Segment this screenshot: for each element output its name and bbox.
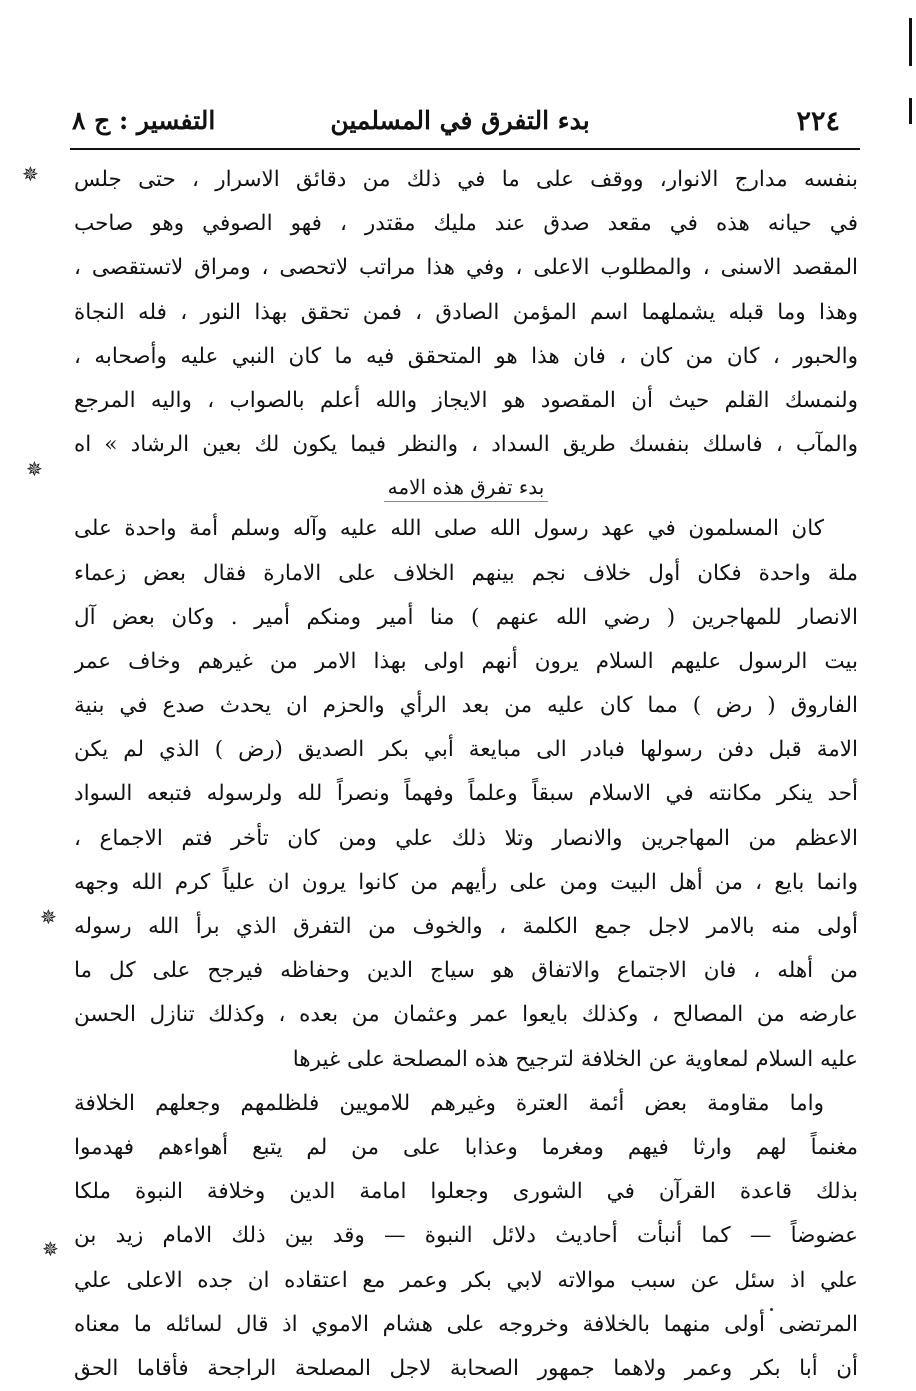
text-line: الفاروق ( رض ) مما كان عليه من بعد الرأي والحزم ان يحدث صدع في بنية [74, 693, 858, 719]
text-line: من أهله ، فان الاجتماع والاتفاق هو سياج الدين وحفاظه فيرجح على كل ما [74, 958, 858, 984]
text-line: عارضه من المصالح ، وكذلك بايعوا عمر وعثمان من بعده ، وكذلك تنازل الحسن [74, 1002, 858, 1028]
text-line: الانصار للمهاجرين ( رضي الله عنهم ) منا أمير ومنكم أمير . وكان بعض آل [74, 604, 858, 630]
paragraph-history [74, 507, 858, 1081]
text-line: بنفسه مدارج الانوار، ووقف على ما في ذلك من دقائق الاسرار ، حتى جلس [74, 167, 858, 192]
text-line: والحبور ، كان من كان ، فان هذا هو المتحقق فيه ما كان النبي عليه وأصحابه ، [74, 343, 858, 369]
text-line: بيت الرسول عليهم السلام يرون أنهم اولى بهذا الامر من غيرهم وخاف عمر [74, 648, 858, 674]
text-line: بذلك قاعدة القرآن في الشورى وجعلوا امامة الدين وخلافة النبوة ملكا [74, 1179, 858, 1205]
text-line: الاعظم من المهاجرين والانصار وتلا ذلك علي ومن كان تأخر فتم الاجماع ، [74, 825, 858, 851]
section-heading [74, 467, 858, 507]
text-line: أولى منه بالامر لاجل جمع الكلمة ، والخوف من التفرق الذي برأ الله رسوله [74, 914, 858, 939]
text-line: علي اذ سئل عن سبب موالاته لابي بكر وعمر مع اعتقاده ان جده الاعلى علي [74, 1267, 858, 1293]
scan-edge-mark [909, 18, 912, 66]
text-line: أحد ينكر مكانته في الاسلام سبقاً وعلماً وفهماً ونصراً لله ولرسوله فتبعه السواد [74, 781, 858, 807]
margin-asterisk-icon: ✵ [42, 1237, 59, 1261]
text-line: عضوضاً — كما أنبأت أحاديث دلائل النبوة — وقد بين ذلك الامام زيد بن [74, 1223, 858, 1249]
section-heading-text: بدء تفرق هذه الامه [384, 475, 549, 502]
text-line: في حيانه هذه في مقعد صدق عند مليك مقتدر ، فهو الصوفي وهو صاحب [74, 211, 858, 237]
text-line: أن أبا بكر وعمر ولاهما جمهور الصحابة لاجل المصلحة الراجحة فأقاما الحق [74, 1355, 858, 1381]
margin-asterisk-icon: ✵ [26, 457, 43, 481]
text-line: كان المسلمون في عهد رسول الله صلى الله عليه وآله وسلم أمة واحدة على [74, 516, 824, 542]
text-line: المرتضى أولى منهما بالخلافة وخروجه على هشام الاموي اذ قال لسائله ما معناه [74, 1311, 858, 1337]
paragraph-closing [74, 158, 858, 467]
book-title: التفسير : ج ٨ [72, 106, 216, 135]
text-line: المقصد الاسنى ، والمطلوب الاعلى ، وفي هذا مراتب لاتحصى ، ومراق لاتستقصى ، [74, 255, 858, 281]
page-number: ٢٢٤ [796, 106, 840, 137]
text-line: الامة قبل دفن رسولها فبادر الى مبايعة أبي بكر الصديق (رض ) الذي لم يكن [74, 737, 858, 763]
paragraph-resistance [74, 1082, 858, 1391]
header-rule [70, 148, 860, 150]
running-header [60, 100, 860, 146]
running-title: بدء التفرق في المسلمين [330, 106, 590, 135]
text-line: ولنمسك القلم حيث أن المقصود هو الايجاز والله أعلم بالصواب ، واليه المرجع [74, 387, 858, 413]
scan-edge-mark [909, 98, 912, 124]
text-line: عليه السلام لمعاوية عن الخلافة لترجيح هذه المصلحة على غيرها [292, 1046, 858, 1072]
text-line: مغنماً لهم وارثا فيهم ومغرما وعذابا على من لم يتبع أهواءهم فهدموا [74, 1134, 858, 1160]
text-line: واما مقاومة بعض أئمة العترة وغيرهم للامويين فلظلمهم وجعلهم الخلافة [74, 1090, 824, 1116]
body-text [74, 158, 858, 1391]
margin-asterisk-icon: ✵ [22, 162, 39, 186]
margin-asterisk-icon: ✵ [40, 905, 57, 929]
text-line: والمآب ، فاسلك بنفسك طريق السداد ، والنظر فيما يكون لك بعين الرشاد » اه [74, 432, 858, 458]
text-line: وهذا وما قبله يشملهما اسم المؤمن الصادق ، فمن تحقق بهذا النور ، فله النجاة [74, 299, 858, 325]
text-line: ملة واحدة فكان أول خلاف نجم بينهم الخلاف على الامارة فقال بعض زعماء [74, 560, 858, 586]
text-line: وانما بايع ، من أهل البيت ومن على رأيهم من كانوا يرون ان علياً كرم الله وجهه [74, 869, 858, 895]
